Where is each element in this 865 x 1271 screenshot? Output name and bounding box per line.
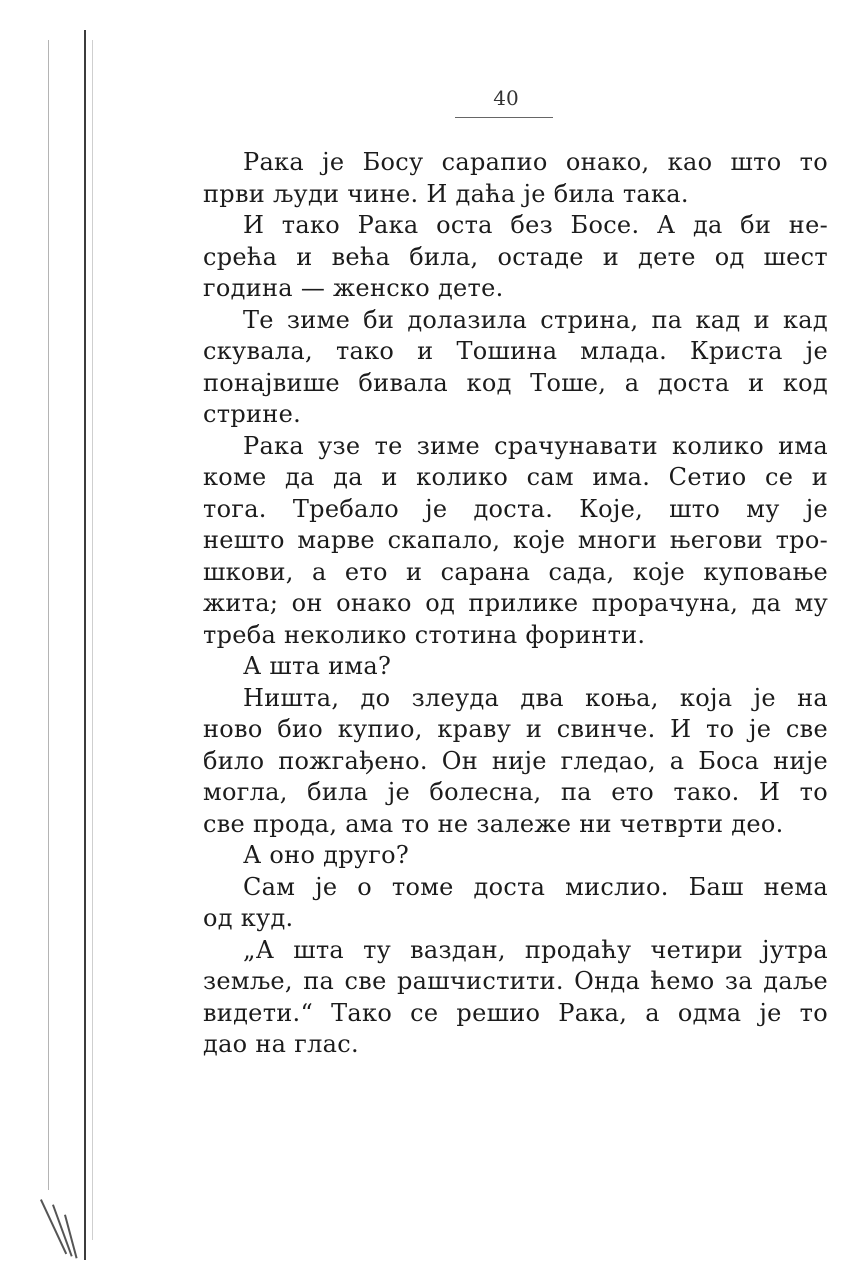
text-line: Рака узе те зиме срачунавати колико има bbox=[243, 431, 828, 460]
text-line: било пожгађено. Он није гледао, а Боса није bbox=[203, 746, 828, 775]
text-line: коме да да и колико сам има. Сетио се и bbox=[203, 463, 828, 491]
text-line: А оно друго? bbox=[243, 841, 410, 869]
text-line: ново био купио, краву и свинче. И то је све bbox=[203, 715, 828, 743]
page-number: 40 bbox=[493, 86, 519, 110]
binding-edge-line bbox=[48, 40, 49, 1190]
text-line: Сам је о томе доста мислио. Баш нема bbox=[243, 872, 828, 901]
body-text bbox=[203, 147, 828, 1061]
text-line: И тако Рака оста без Босе. А да би не- bbox=[243, 211, 828, 239]
text-line: жита; он онако од прилике прорачуна, да му bbox=[203, 589, 828, 617]
text-line: Ништа, до злеуда два коња, која је на bbox=[243, 683, 828, 712]
text-line: први људи чине. И даћа је била така. bbox=[203, 179, 689, 208]
text-line: срећа и већа била, остаде и дете од шест bbox=[203, 242, 828, 271]
text-line: шкови, а ето и сарана сада, које куповање bbox=[203, 557, 828, 586]
text-line: дао на глас. bbox=[203, 1030, 359, 1058]
text-line: А шта има? bbox=[243, 652, 392, 680]
text-line: могла, била је болесна, па ето тако. И то bbox=[203, 778, 828, 806]
text-line: видети.“ Тако се решио Рака, а одма је то bbox=[203, 998, 828, 1027]
text-line: треба неколико стотина форинти. bbox=[203, 620, 646, 649]
text-line: Те зиме би долазила стрина, па кад и кад bbox=[243, 305, 828, 334]
text-line: скувала, тако и Тошина млада. Криста је bbox=[203, 337, 828, 365]
page-number-rule bbox=[455, 117, 553, 118]
text-line: од куд. bbox=[203, 904, 294, 932]
text-line: све прода, ама то не залеже ни четврти део. bbox=[203, 809, 784, 838]
text-line: понајвише бивала код Тоше, а доста и код bbox=[203, 368, 828, 397]
text-line: нешто марве скапало, које многи његови тро- bbox=[203, 526, 828, 554]
text-line: земље, па све рашчистити. Онда ћемо за даље bbox=[203, 967, 828, 995]
text-line: Рака је Босу сарапио онако, као што то bbox=[243, 148, 828, 176]
text-line: стрине. bbox=[203, 400, 302, 428]
binding-edge-line bbox=[92, 40, 93, 1240]
binding-edge-line bbox=[84, 30, 86, 1260]
text-line: година — женско дете. bbox=[203, 274, 504, 302]
text-line: тога. Требало је доста. Које, што му је bbox=[203, 494, 828, 523]
text-line: „А шта ту ваздан, продаћу четири јутра bbox=[243, 935, 828, 964]
